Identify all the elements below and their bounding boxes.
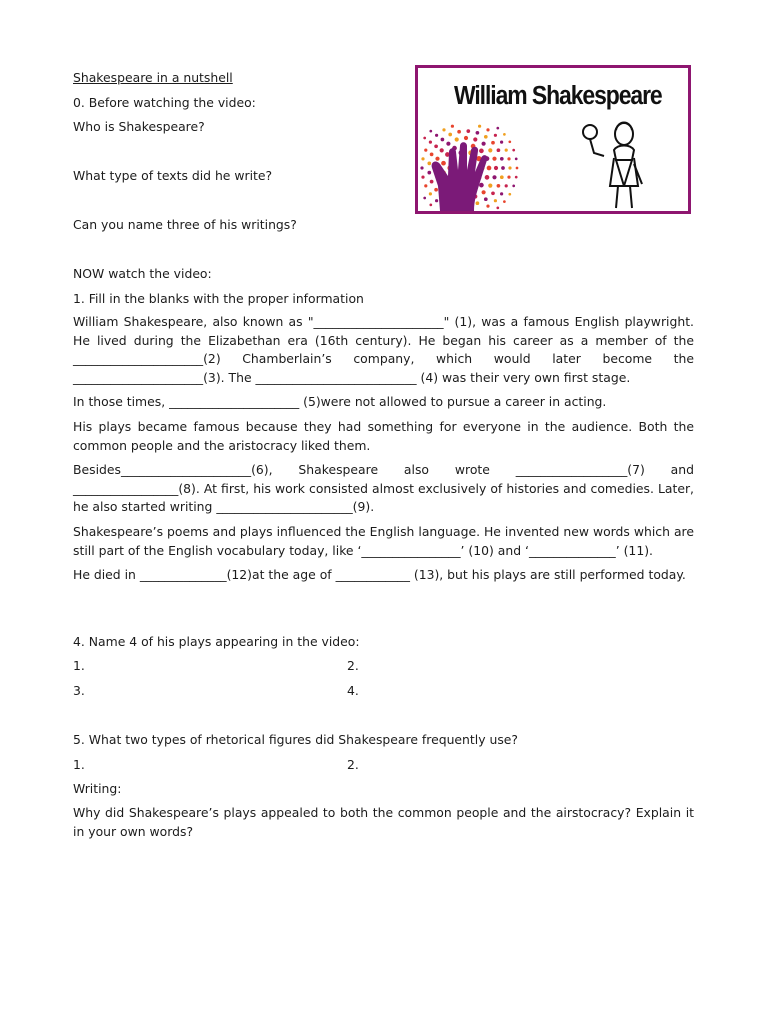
fill-paragraph-3: His plays became famous because they had something for everyone in the audience. Both the common people and the aristocracy liked them. bbox=[73, 419, 694, 453]
decorative-dot bbox=[476, 201, 480, 205]
decorative-dot bbox=[434, 144, 438, 148]
decorative-dot bbox=[482, 190, 486, 194]
section-1-heading: 1. Fill in the blanks with the proper information bbox=[73, 291, 364, 306]
decorative-dot bbox=[429, 141, 432, 144]
decorative-dot bbox=[507, 157, 510, 160]
decorative-dot bbox=[429, 204, 432, 207]
decorative-dot bbox=[435, 199, 438, 202]
decorative-dot bbox=[441, 138, 445, 142]
decorative-dot bbox=[515, 176, 518, 179]
fill-paragraph-2: In those times, _____________________ (5)were not allowed to pursue a career in acting. bbox=[73, 394, 607, 409]
list-item: 2. bbox=[347, 757, 359, 772]
decorative-dot bbox=[494, 166, 498, 170]
question-three: Can you name three of his writings? bbox=[73, 217, 297, 232]
shakespeare-figure-icon bbox=[583, 123, 642, 209]
decorative-dot bbox=[505, 184, 508, 187]
decorative-dot bbox=[429, 130, 432, 133]
decorative-dot bbox=[473, 137, 477, 141]
decorative-dot bbox=[464, 136, 468, 140]
decorative-dot bbox=[434, 188, 438, 192]
list-item: 1. bbox=[73, 658, 85, 673]
section-0-heading: 0. Before watching the video: bbox=[73, 95, 256, 110]
shakespeare-logo bbox=[415, 65, 691, 214]
decorative-dot bbox=[484, 197, 488, 201]
decorative-dot bbox=[492, 175, 496, 179]
decorative-dot bbox=[482, 142, 486, 146]
section-5-heading: 5. What two types of rhetorical figures did Shakespeare frequently use? bbox=[73, 732, 518, 747]
decorative-dot bbox=[512, 149, 515, 152]
decorative-dot bbox=[494, 134, 497, 137]
decorative-dot bbox=[508, 193, 511, 196]
logo-title: William Shakespeare bbox=[454, 82, 662, 110]
decorative-dot bbox=[505, 149, 508, 152]
worksheet-title: Shakespeare in a nutshell bbox=[73, 70, 233, 85]
decorative-dot bbox=[501, 166, 505, 170]
decorative-dot bbox=[421, 157, 424, 160]
list-item: 1. bbox=[73, 757, 85, 772]
hand-dots-illustration bbox=[418, 68, 688, 211]
decorative-dot bbox=[488, 184, 492, 188]
decorative-dot bbox=[491, 141, 495, 145]
decorative-dot bbox=[515, 158, 518, 161]
decorative-dot bbox=[440, 148, 444, 152]
decorative-dot bbox=[497, 148, 501, 152]
fill-paragraph-4: Besides_____________________(6), Shakespeare also wrote __________________(7) and _________________(8). At first, his work consisted almost exclusively of histories and comedies. Later, he also started writing ______________________(9). bbox=[73, 462, 694, 514]
decorative-dot bbox=[488, 148, 492, 152]
decorative-dot bbox=[441, 161, 446, 166]
decorative-dot bbox=[421, 176, 424, 179]
hand-icon bbox=[432, 142, 488, 211]
decorative-dot bbox=[485, 175, 490, 180]
fill-paragraph-5: Shakespeare’s poems and plays influenced the English language. He invented new words which are still part of the English vocabulary today, like ‘________________’ (10) and ‘______________’ (11). bbox=[73, 524, 694, 558]
decorative-dot bbox=[448, 133, 452, 137]
decorative-dot bbox=[442, 128, 445, 131]
decorative-dot bbox=[508, 166, 511, 169]
decorative-dot bbox=[424, 149, 427, 152]
decorative-dot bbox=[496, 127, 499, 130]
decorative-dot bbox=[492, 157, 496, 161]
decorative-dot bbox=[500, 175, 504, 179]
list-item: 4. bbox=[347, 683, 359, 698]
decorative-dot bbox=[435, 157, 439, 161]
decorative-dot bbox=[457, 130, 461, 134]
question-who: Who is Shakespeare? bbox=[73, 119, 205, 134]
decorative-dot bbox=[508, 140, 511, 143]
decorative-dot bbox=[503, 133, 506, 136]
decorative-dot bbox=[516, 167, 519, 170]
decorative-dot bbox=[503, 200, 506, 203]
fill-paragraph-1: William Shakespeare, also known as "_____________________" (1), was a famous English playwright. He lived during the Elizabethan era (16th century). He began his career as a member of the _____________________(2) Chamberlain’s company, which would later become the _____________________(3). The __________________________ (4) was their very own first stage. bbox=[73, 314, 694, 385]
decorative-dot bbox=[451, 125, 454, 128]
decorative-dot bbox=[497, 184, 501, 188]
decorative-dot bbox=[494, 199, 497, 202]
decorative-dot bbox=[496, 207, 499, 210]
decorative-dot bbox=[430, 153, 434, 157]
decorative-dot bbox=[427, 162, 431, 166]
decorative-dot bbox=[479, 183, 484, 188]
list-item: 2. bbox=[347, 658, 359, 673]
decorative-dot bbox=[479, 149, 484, 154]
list-item: 3. bbox=[73, 683, 85, 698]
decorative-dot bbox=[420, 166, 423, 169]
decorative-dot bbox=[427, 171, 431, 175]
fill-paragraph-6: He died in ______________(12)at the age of ____________ (13), but his plays are still performed today. bbox=[73, 567, 686, 582]
decorative-dot bbox=[423, 137, 426, 140]
decorative-dot bbox=[466, 129, 470, 133]
decorative-dot bbox=[484, 135, 488, 139]
writing-heading: Writing: bbox=[73, 781, 122, 796]
decorative-dot bbox=[476, 131, 480, 135]
decorative-dot bbox=[500, 141, 503, 144]
section-4-heading: 4. Name 4 of his plays appearing in the video: bbox=[73, 634, 360, 649]
decorative-dot bbox=[435, 134, 438, 137]
decorative-dot bbox=[430, 180, 434, 184]
decorative-dot bbox=[455, 137, 459, 141]
decorative-dot bbox=[500, 157, 504, 161]
decorative-dot bbox=[486, 205, 489, 208]
writing-prompt: Why did Shakespeare’s plays appealed to both the common people and the airstocracy? Explain it in your own words? bbox=[73, 805, 694, 839]
decorative-dot bbox=[446, 142, 450, 146]
decorative-dot bbox=[423, 197, 426, 200]
decorative-dot bbox=[478, 125, 481, 128]
decorative-dot bbox=[500, 192, 503, 195]
decorative-dot bbox=[429, 192, 432, 195]
video-heading: NOW watch the video: bbox=[73, 266, 212, 281]
decorative-dot bbox=[486, 128, 489, 131]
decorative-dot bbox=[487, 166, 492, 171]
decorative-dot bbox=[507, 176, 510, 179]
question-type: What type of texts did he write? bbox=[73, 168, 273, 183]
decorative-dot bbox=[512, 185, 515, 188]
decorative-dot bbox=[491, 191, 495, 195]
decorative-dot bbox=[424, 184, 427, 187]
